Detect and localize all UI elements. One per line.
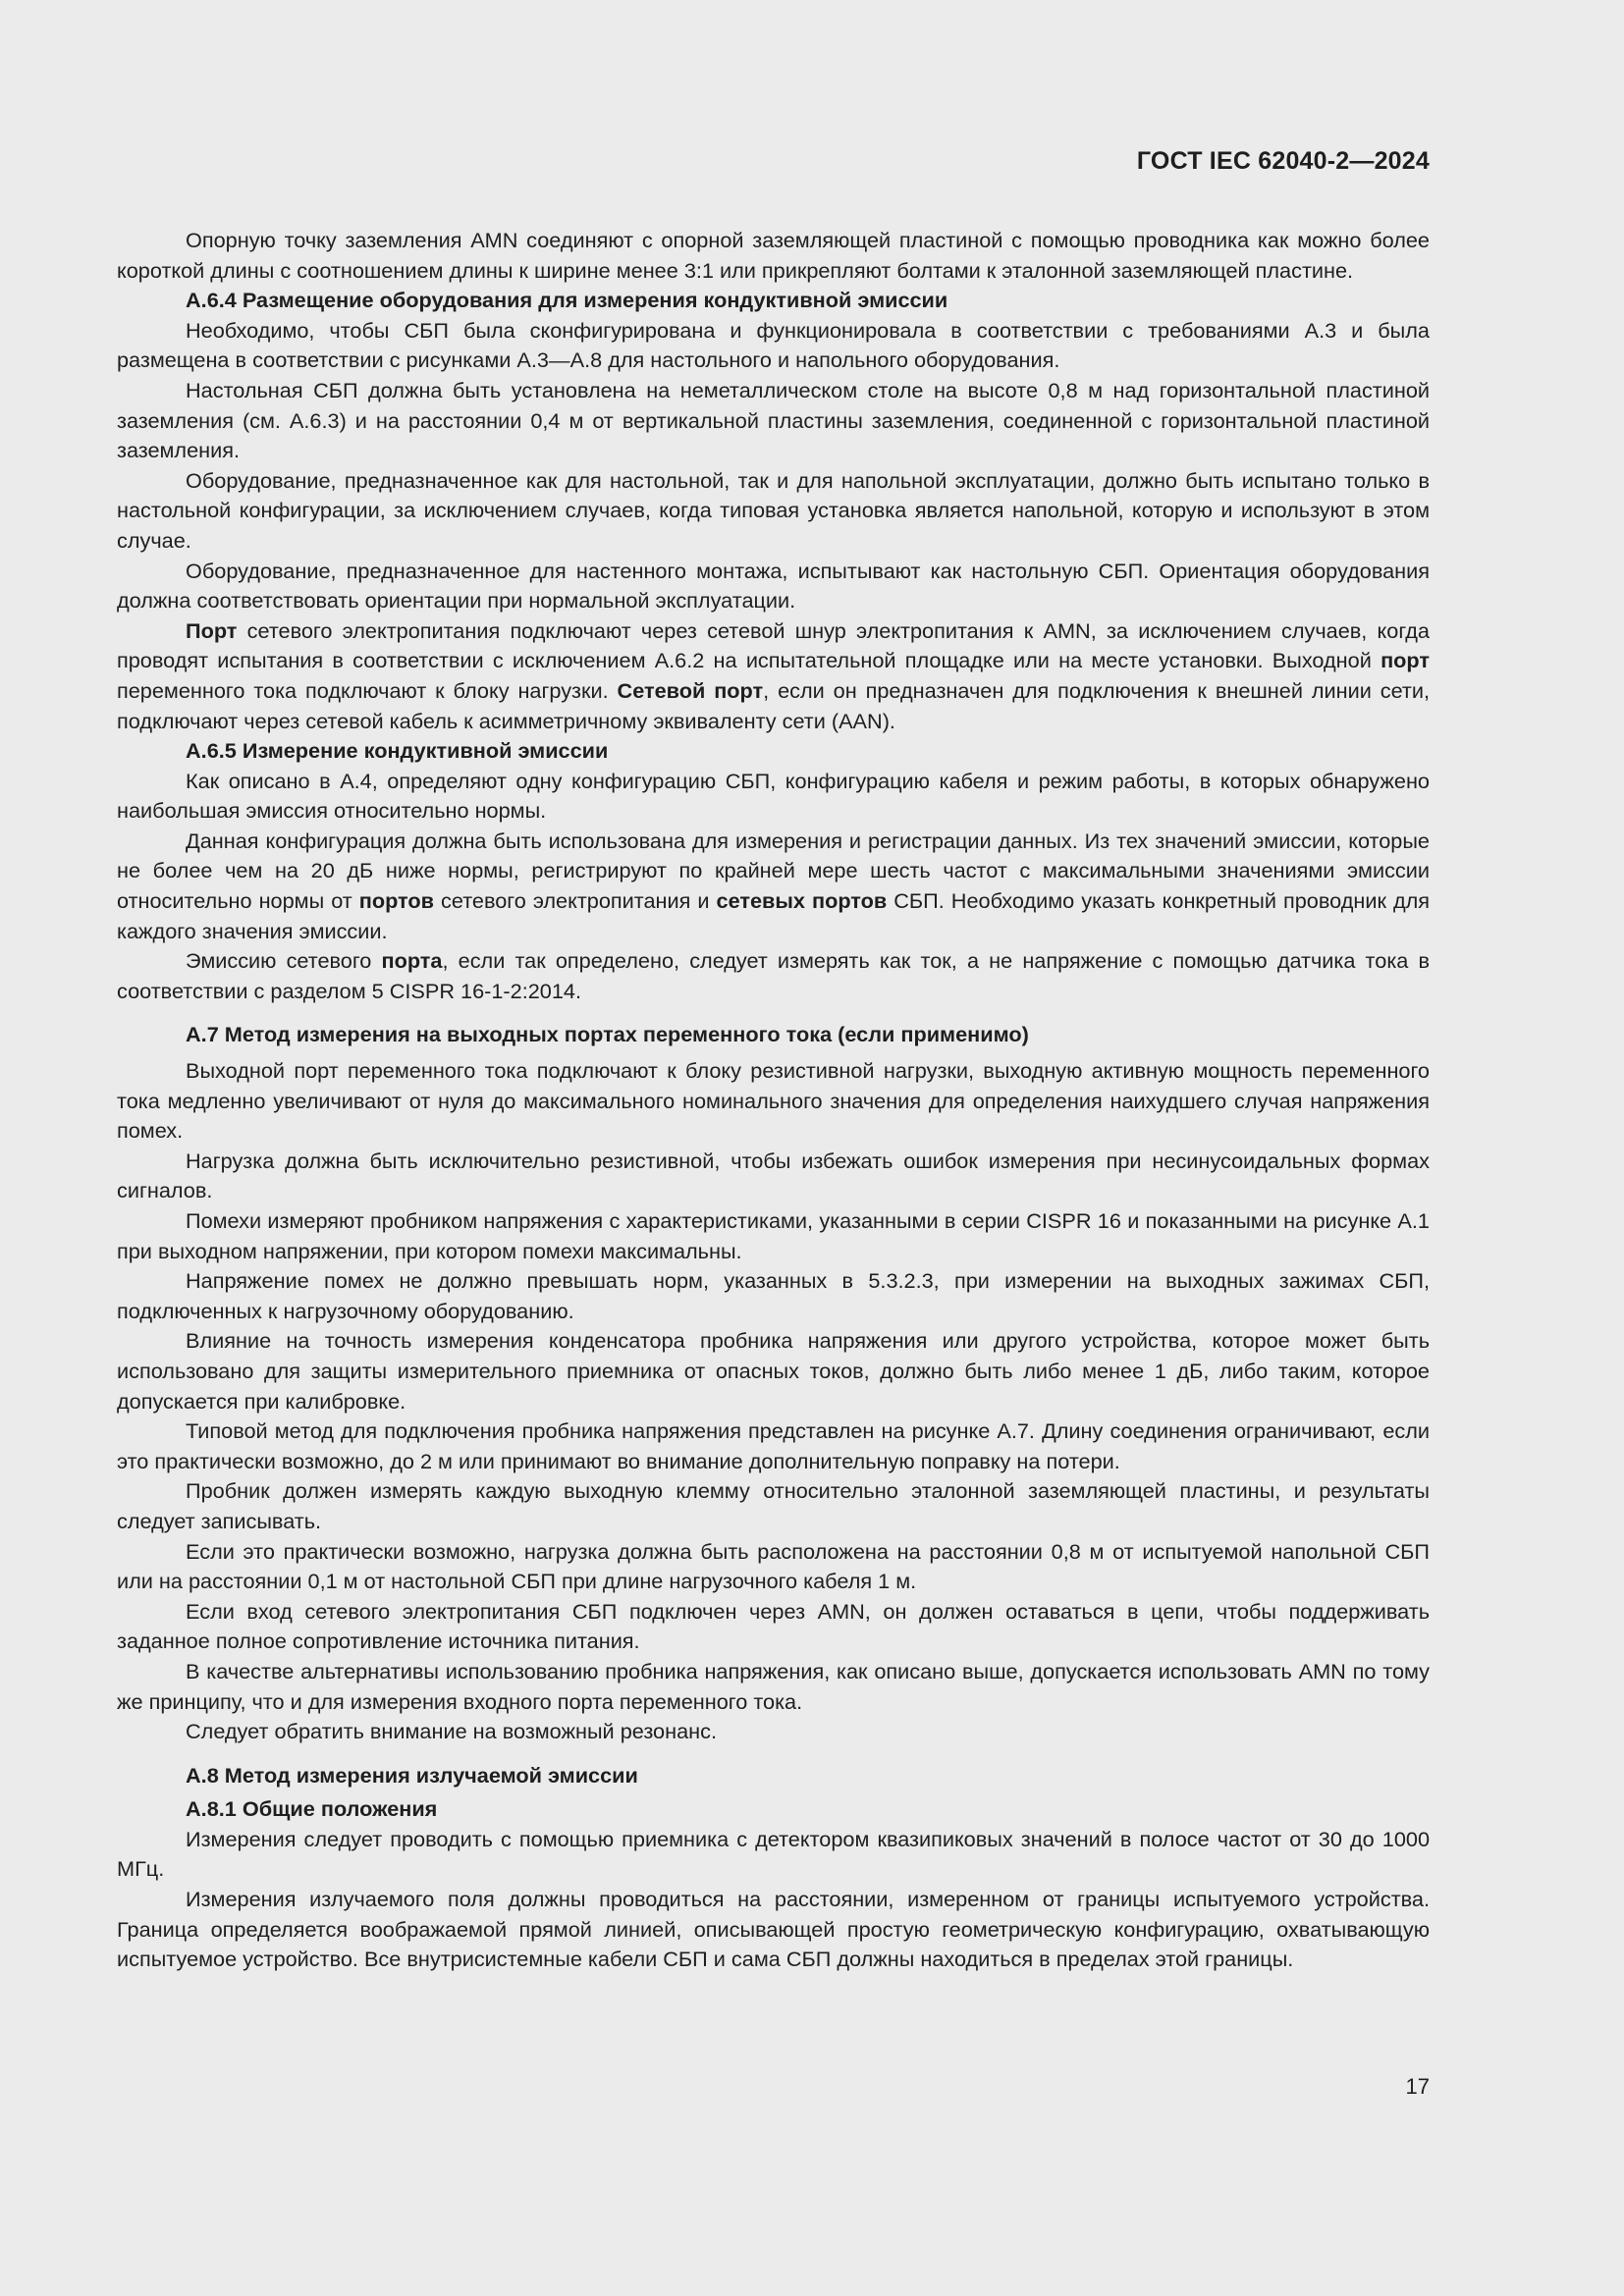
subsection-heading-a64: А.6.4 Размещение оборудования для измерения кондуктивной эмиссии (186, 288, 948, 313)
text-run: СБП. Необходимо указать конкретный проводник для каждого значения эмиссии. (117, 888, 1431, 943)
section-heading-a7: А.7 Метод измерения на выходных портах переменного тока (если применимо) (186, 1022, 1029, 1047)
paragraph: Напряжение помех не должно превышать норм, указанных в 5.3.2.3, при измерении на выходных зажимах СБП, подключенных к нагрузочному оборудованию. (117, 1268, 1430, 1323)
paragraph: Нагрузка должна быть исключительно резистивной, чтобы избежать ошибок измерения при несинусоидальных формах сигналов. (117, 1148, 1430, 1203)
paragraph: Оборудование, предназначенное для настенного монтажа, испытывают как настольную СБП. Ориентация оборудования должна соответствовать ориентации при нормальной эксплуатации. (117, 558, 1430, 614)
term-bold: порт (1380, 648, 1430, 673)
text-run: сетевого электропитания и (433, 888, 717, 914)
paragraph: Помехи измеряют пробником напряжения с характеристиками, указанными в серии CISPR 16 и показанными на рисунке А.1 при выходном напряжении, при котором помехи максимальны. (117, 1208, 1430, 1263)
term-bold: порта (381, 948, 443, 974)
paragraph (117, 946, 1430, 1006)
paragraph (117, 616, 1430, 736)
paragraph: Влияние на точность измерения конденсатора пробника напряжения или другого устройства, которое может быть использовано для защиты измерительного приемника от опасных токов, должно быть либо менее 1 дБ, либо таким, которое допускается при калибровке. (117, 1328, 1430, 1414)
subsection-heading-a81: А.8.1 Общие положения (186, 1796, 438, 1822)
paragraph: Оборудование, предназначенное как для настольной, так и для напольной эксплуатации, должно быть испытано только в настольной конфигурации, за исключением случаев, когда типовая установка является напольной, которую и используют в этом случае. (117, 467, 1430, 553)
paragraph: В качестве альтернативы использованию пробника напряжения, как описано выше, допускается использовать AMN по тому же принципу, что и для измерения входного порта переменного тока. (117, 1658, 1430, 1714)
section-heading-a8: А.8 Метод измерения излучаемой эмиссии (186, 1762, 638, 1788)
text-run: , если он предназначен для подключения к внешней линии сети, подключают через сетевой кабель к асимметричному эквиваленту сети (AAN). (117, 677, 1430, 733)
document-header: ГОСТ IEC 62040-2—2024 (1136, 147, 1430, 175)
term-bold: портов (358, 888, 434, 914)
paragraph: Как описано в А.4, определяют одну конфигурацию СБП, конфигурацию кабеля и режим работы, в которых обнаружено наибольшая эмиссия относительно нормы. (117, 768, 1430, 824)
term-bold: сетевых портов (716, 888, 888, 914)
document-body (117, 226, 1430, 1975)
paragraph: Если вход сетевого электропитания СБП подключен через AMN, он должен оставаться в цепи, чтобы поддерживать заданное полное сопротивление источника питания. (117, 1598, 1430, 1654)
paragraph: Опорную точку заземления AMN соединяют с опорной заземляющей пластиной с помощью проводника как можно более короткой длины с соотношением длины к ширине менее 3:1 или прикрепляют болтами к эталонной заземляющей пластине. (117, 228, 1430, 283)
term-bold: Порт (186, 617, 238, 643)
paragraph: Измерения излучаемого поля должны проводиться на расстоянии, измеренном от границы испытуемого устройства. Граница определяется воображаемой прямой линией, описывающей простую геометрическую конфигурацию, охватывающую испытуемое устройство. Все внутрисистемные кабели СБП и сама СБП должны находиться в пределах этой границы. (117, 1887, 1430, 1972)
text-run: переменного тока подключают к блоку нагрузки. (117, 677, 618, 703)
text-run: Эмиссию сетевого (186, 948, 382, 974)
paragraph: Настольная СБП должна быть установлена на неметаллическом столе на высоте 0,8 м над горизонтальной пластиной заземления (см. А.6.3) и на расстоянии 0,4 м от вертикальной пластины заземления, соединенной с горизонтальной пластиной заземления. (117, 377, 1430, 463)
paragraph (117, 827, 1430, 946)
subsection-heading-a65: А.6.5 Измерение кондуктивной эмиссии (186, 738, 609, 764)
text-run: Данная конфигурация должна быть использована для измерения и регистрации данных. Из тех значений эмиссии, которые не более чем на 20 дБ ниже нормы, регистрируют по крайней мере шесть частот с максимальными значениями эмиссии относительно нормы от (117, 828, 1430, 914)
page-number: 17 (1405, 2074, 1430, 2099)
paragraph: Типовой метод для подключения пробника напряжения представлен на рисунке А.7. Длину соединения ограничивают, если это практически возможно, до 2 м или принимают во внимание дополнительную поправку на потери. (117, 1418, 1430, 1473)
paragraph: Выходной порт переменного тока подключают к блоку резистивной нагрузки, выходную активную мощность переменного тока медленно увеличивают от нуля до максимального номинального значения для определения наихудшего случая напряжения помех. (117, 1058, 1430, 1144)
text-run: сетевого электропитания подключают через сетевой шнур электропитания к AMN, за исключением случаев, когда проводят испытания в соответствии с исключением А.6.2 на испытательной площадке или на месте установки. Выходной (117, 617, 1430, 673)
paragraph: Пробник должен измерять каждую выходную клемму относительно эталонной заземляющей пластины, и результаты следует записывать. (117, 1478, 1430, 1533)
paragraph: Необходимо, чтобы СБП была сконфигурирована и функционировала в соответствии с требованиями А.3 и была размещена в соответствии с рисунками А.3—А.8 для настольного и напольного оборудования. (117, 317, 1430, 373)
paragraph: Следует обратить внимание на возможный резонанс. (186, 1719, 717, 1744)
paragraph: Измерения следует проводить с помощью приемника с детектором квазипиковых значений в полосе частот от 30 до 1000 МГц. (117, 1826, 1430, 1882)
term-bold: Сетевой порт (617, 677, 764, 703)
paragraph: Если это практически возможно, нагрузка должна быть расположена на расстоянии 0,8 м от испытуемой напольной СБП или на расстоянии 0,1 м от настольной СБП при длине нагрузочного кабеля 1 м. (117, 1538, 1430, 1594)
text-run: , если так определено, следует измерять как ток, а не напряжение с помощью датчика тока в соответствии с разделом 5 CISPR 16-1-2:2014. (117, 948, 1430, 1003)
